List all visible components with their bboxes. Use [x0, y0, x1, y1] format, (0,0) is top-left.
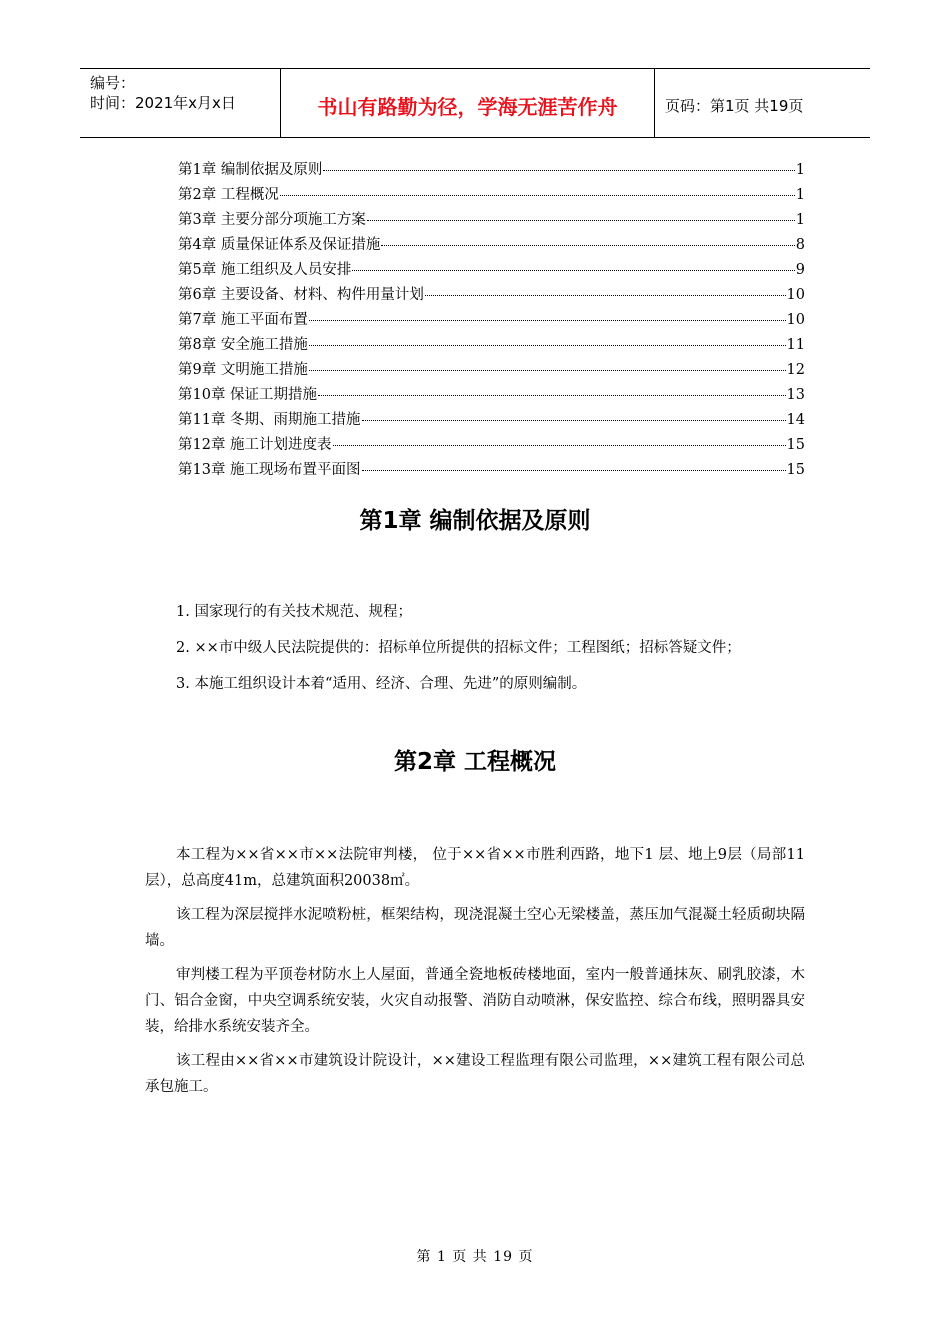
toc-title: 第10章 保证工期措施: [178, 387, 318, 403]
toc-leader: [425, 295, 786, 296]
toc-entry[interactable]: [178, 283, 805, 308]
toc-leader: [323, 170, 794, 171]
toc-leader: [309, 345, 786, 346]
toc-entry[interactable]: [178, 158, 805, 183]
toc-title: 第12章 施工计划进度表: [178, 437, 332, 453]
toc-leader: [318, 395, 785, 396]
chapter1-heading: 第1章 编制依据及原则: [359, 508, 591, 534]
toc-entry[interactable]: [178, 308, 805, 333]
toc-leader: [362, 470, 786, 471]
list-item: 3. 本施工组织设计本着“适用、经济、合理、先进”的原则编制。: [176, 676, 587, 692]
paragraph: 本工程为××省××市××法院审判楼， 位于××省××市胜利西路，地下1 层、地上9层（局部11 层），总高度41m，总建筑面积20038㎡。: [145, 847, 805, 889]
toc-leader: [362, 420, 786, 421]
toc-title: 第11章 冬期、雨期施工措施: [178, 412, 361, 428]
toc-leader: [381, 245, 794, 246]
toc-leader: [333, 445, 786, 446]
toc-title: 第7章 施工平面布置: [178, 312, 308, 328]
list-item: 2. ××市中级人民法院提供的：招标单位所提供的招标文件；工程图纸；招标答疑文件；: [176, 640, 741, 656]
toc-title: 第5章 施工组织及人员安排: [178, 262, 352, 278]
toc-page: 8: [795, 237, 805, 253]
toc-title: 第1章 编制依据及原则: [178, 162, 323, 178]
toc-entry[interactable]: [178, 333, 805, 358]
toc-leader: [352, 270, 794, 271]
toc-page: 15: [786, 462, 805, 478]
toc-page: 10: [786, 312, 805, 328]
toc-page: 14: [786, 412, 805, 428]
toc-entry[interactable]: [178, 208, 805, 233]
toc-title: 第2章 工程概况: [178, 187, 279, 203]
toc-entry[interactable]: [178, 458, 805, 483]
toc-leader: [309, 370, 786, 371]
toc-title: 第3章 主要分部分项施工方案: [178, 212, 366, 228]
paragraph: 该工程由××省××市建筑设计院设计，××建设工程监理有限公司监理，××建筑工程有限公司总承包施工。: [145, 1053, 805, 1095]
header-left-cell: [80, 69, 281, 137]
paragraph: 该工程为深层搅拌水泥喷粉桩，框架结构，现浇混凝土空心无梁楼盖，蒸压加气混凝土轻质砌块隔墙。: [145, 907, 805, 949]
toc-title: 第13章 施工现场布置平面图: [178, 462, 361, 478]
paragraph: 审判楼工程为平顶卷材防水上人屋面，普通全瓷地板砖楼地面，室内一般普通抹灰、刷乳胶漆，木门、铝合金窗，中央空调系统安装，火灾自动报警、消防自动喷淋，保安监控、综合布线，照明器具安装，给排水系统安装齐全。: [145, 967, 805, 1035]
chapter2-body: [145, 842, 805, 1108]
toc-entry[interactable]: [178, 258, 805, 283]
header-motto: 书山有路勤为径，学海无涯苦作舟: [281, 69, 655, 137]
toc-title: 第9章 文明施工措施: [178, 362, 308, 378]
toc-leader: [309, 320, 786, 321]
toc-title: 第8章 安全施工措施: [178, 337, 308, 353]
toc-title: 第6章 主要设备、材料、构件用量计划: [178, 287, 424, 303]
toc-page: 1: [795, 162, 805, 178]
toc-entry[interactable]: [178, 358, 805, 383]
toc-page: 1: [795, 187, 805, 203]
toc-title: 第4章 质量保证体系及保证措施: [178, 237, 381, 253]
table-of-contents: [178, 158, 805, 483]
time-label: 时间：2021年x月x日: [90, 94, 236, 112]
toc-page: 1: [795, 212, 805, 228]
number-label: 编号：: [90, 74, 136, 92]
header-page-info: 页码：第1页 共19页: [665, 96, 804, 115]
toc-page: 15: [786, 437, 805, 453]
toc-page: 10: [786, 287, 805, 303]
toc-entry[interactable]: [178, 383, 805, 408]
toc-page: 13: [786, 387, 805, 403]
toc-leader: [367, 220, 795, 221]
toc-entry[interactable]: [178, 233, 805, 258]
toc-entry[interactable]: [178, 183, 805, 208]
list-item: 1. 国家现行的有关技术规范、规程；: [176, 604, 412, 620]
chapter2-heading: 第2章 工程概况: [393, 749, 556, 775]
toc-page: 12: [786, 362, 805, 378]
toc-entry[interactable]: [178, 408, 805, 433]
page-footer: 第 1 页 共 19 页: [416, 1249, 534, 1265]
toc-leader: [280, 195, 795, 196]
toc-page: 11: [786, 337, 805, 353]
chapter1-list: [176, 600, 741, 708]
toc-entry[interactable]: [178, 433, 805, 458]
toc-page: 9: [795, 262, 805, 278]
header-table: [80, 68, 870, 138]
